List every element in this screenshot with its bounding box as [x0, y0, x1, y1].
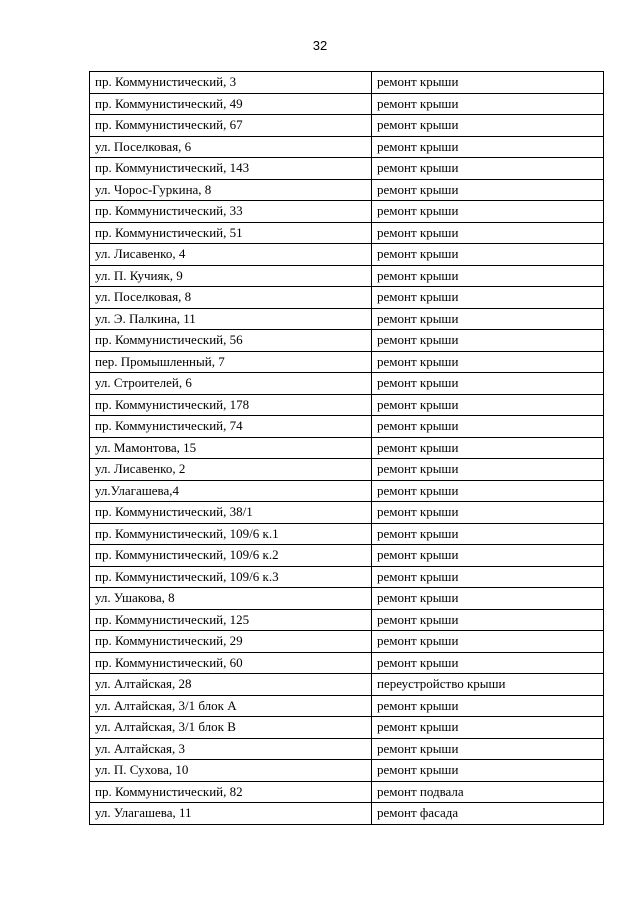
address-cell: пр. Коммунистический, 178: [90, 394, 372, 416]
table-row: [90, 717, 604, 739]
address-cell: ул. Поселковая, 8: [90, 287, 372, 309]
work-type-cell: ремонт крыши: [372, 201, 604, 223]
address-cell: пер. Промышленный, 7: [90, 351, 372, 373]
address-cell: ул. П. Кучияк, 9: [90, 265, 372, 287]
table-row: [90, 330, 604, 352]
table-row: [90, 136, 604, 158]
table-row: [90, 287, 604, 309]
table-row: [90, 179, 604, 201]
address-cell: пр. Коммунистический, 38/1: [90, 502, 372, 524]
table-row: [90, 480, 604, 502]
work-type-cell: ремонт крыши: [372, 222, 604, 244]
table-row: [90, 416, 604, 438]
work-type-cell: ремонт фасада: [372, 803, 604, 825]
work-type-cell: ремонт крыши: [372, 588, 604, 610]
address-cell: пр. Коммунистический, 143: [90, 158, 372, 180]
table-row: [90, 459, 604, 481]
table-row: [90, 502, 604, 524]
address-cell: пр. Коммунистический, 109/6 к.3: [90, 566, 372, 588]
work-type-cell: ремонт крыши: [372, 523, 604, 545]
repair-table: [89, 71, 604, 825]
work-type-cell: ремонт крыши: [372, 738, 604, 760]
table-row: [90, 523, 604, 545]
work-type-cell: ремонт крыши: [372, 330, 604, 352]
table-row: [90, 115, 604, 137]
table-row: [90, 72, 604, 94]
table-row: [90, 373, 604, 395]
table-row: [90, 760, 604, 782]
work-type-cell: ремонт крыши: [372, 93, 604, 115]
address-cell: пр. Коммунистический, 60: [90, 652, 372, 674]
table-row: [90, 437, 604, 459]
work-type-cell: ремонт крыши: [372, 115, 604, 137]
table-row: [90, 609, 604, 631]
table-row: [90, 222, 604, 244]
table-row: [90, 93, 604, 115]
work-type-cell: ремонт крыши: [372, 459, 604, 481]
address-cell: пр. Коммунистический, 82: [90, 781, 372, 803]
address-cell: пр. Коммунистический, 125: [90, 609, 372, 631]
address-cell: ул. Мамонтова, 15: [90, 437, 372, 459]
table-row: [90, 394, 604, 416]
page-number: 32: [312, 38, 328, 53]
address-cell: ул. Строителей, 6: [90, 373, 372, 395]
work-type-cell: ремонт крыши: [372, 502, 604, 524]
work-type-cell: ремонт крыши: [372, 566, 604, 588]
work-type-cell: ремонт крыши: [372, 717, 604, 739]
table-row: [90, 588, 604, 610]
address-cell: ул. П. Сухова, 10: [90, 760, 372, 782]
work-type-cell: ремонт крыши: [372, 437, 604, 459]
address-cell: ул. Чорос-Гуркина, 8: [90, 179, 372, 201]
table-row: [90, 674, 604, 696]
work-type-cell: ремонт крыши: [372, 72, 604, 94]
repair-table-body: [90, 72, 604, 825]
address-cell: ул. Лисавенко, 4: [90, 244, 372, 266]
work-type-cell: ремонт крыши: [372, 760, 604, 782]
address-cell: ул. Ушакова, 8: [90, 588, 372, 610]
address-cell: пр. Коммунистический, 51: [90, 222, 372, 244]
work-type-cell: ремонт крыши: [372, 308, 604, 330]
address-cell: пр. Коммунистический, 56: [90, 330, 372, 352]
table-row: [90, 545, 604, 567]
table-row: [90, 566, 604, 588]
address-cell: пр. Коммунистический, 49: [90, 93, 372, 115]
work-type-cell: ремонт подвала: [372, 781, 604, 803]
address-cell: ул. Алтайская, 3/1 блок А: [90, 695, 372, 717]
address-cell: пр. Коммунистический, 29: [90, 631, 372, 653]
address-cell: ул. Алтайская, 3/1 блок В: [90, 717, 372, 739]
work-type-cell: ремонт крыши: [372, 373, 604, 395]
work-type-cell: ремонт крыши: [372, 695, 604, 717]
table-row: [90, 244, 604, 266]
table-row: [90, 738, 604, 760]
work-type-cell: ремонт крыши: [372, 136, 604, 158]
table-row: [90, 201, 604, 223]
work-type-cell: ремонт крыши: [372, 158, 604, 180]
work-type-cell: ремонт крыши: [372, 244, 604, 266]
table-row: [90, 158, 604, 180]
work-type-cell: ремонт крыши: [372, 416, 604, 438]
address-cell: ул.Улагашева,4: [90, 480, 372, 502]
address-cell: ул. Алтайская, 28: [90, 674, 372, 696]
work-type-cell: ремонт крыши: [372, 609, 604, 631]
address-cell: ул. Э. Палкина, 11: [90, 308, 372, 330]
table-row: [90, 652, 604, 674]
address-cell: пр. Коммунистический, 67: [90, 115, 372, 137]
work-type-cell: ремонт крыши: [372, 179, 604, 201]
work-type-cell: ремонт крыши: [372, 265, 604, 287]
table-row: [90, 265, 604, 287]
table-row: [90, 351, 604, 373]
work-type-cell: ремонт крыши: [372, 652, 604, 674]
address-cell: пр. Коммунистический, 33: [90, 201, 372, 223]
work-type-cell: ремонт крыши: [372, 545, 604, 567]
address-cell: ул. Алтайская, 3: [90, 738, 372, 760]
work-type-cell: ремонт крыши: [372, 287, 604, 309]
table-row: [90, 631, 604, 653]
table-row: [90, 803, 604, 825]
work-type-cell: ремонт крыши: [372, 631, 604, 653]
address-cell: ул. Поселковая, 6: [90, 136, 372, 158]
address-cell: пр. Коммунистический, 109/6 к.1: [90, 523, 372, 545]
address-cell: пр. Коммунистический, 3: [90, 72, 372, 94]
address-cell: пр. Коммунистический, 109/6 к.2: [90, 545, 372, 567]
work-type-cell: ремонт крыши: [372, 394, 604, 416]
work-type-cell: переустройство крыши: [372, 674, 604, 696]
address-cell: ул. Улагашева, 11: [90, 803, 372, 825]
table-row: [90, 308, 604, 330]
work-type-cell: ремонт крыши: [372, 351, 604, 373]
work-type-cell: ремонт крыши: [372, 480, 604, 502]
address-cell: ул. Лисавенко, 2: [90, 459, 372, 481]
table-row: [90, 781, 604, 803]
table-row: [90, 695, 604, 717]
address-cell: пр. Коммунистический, 74: [90, 416, 372, 438]
